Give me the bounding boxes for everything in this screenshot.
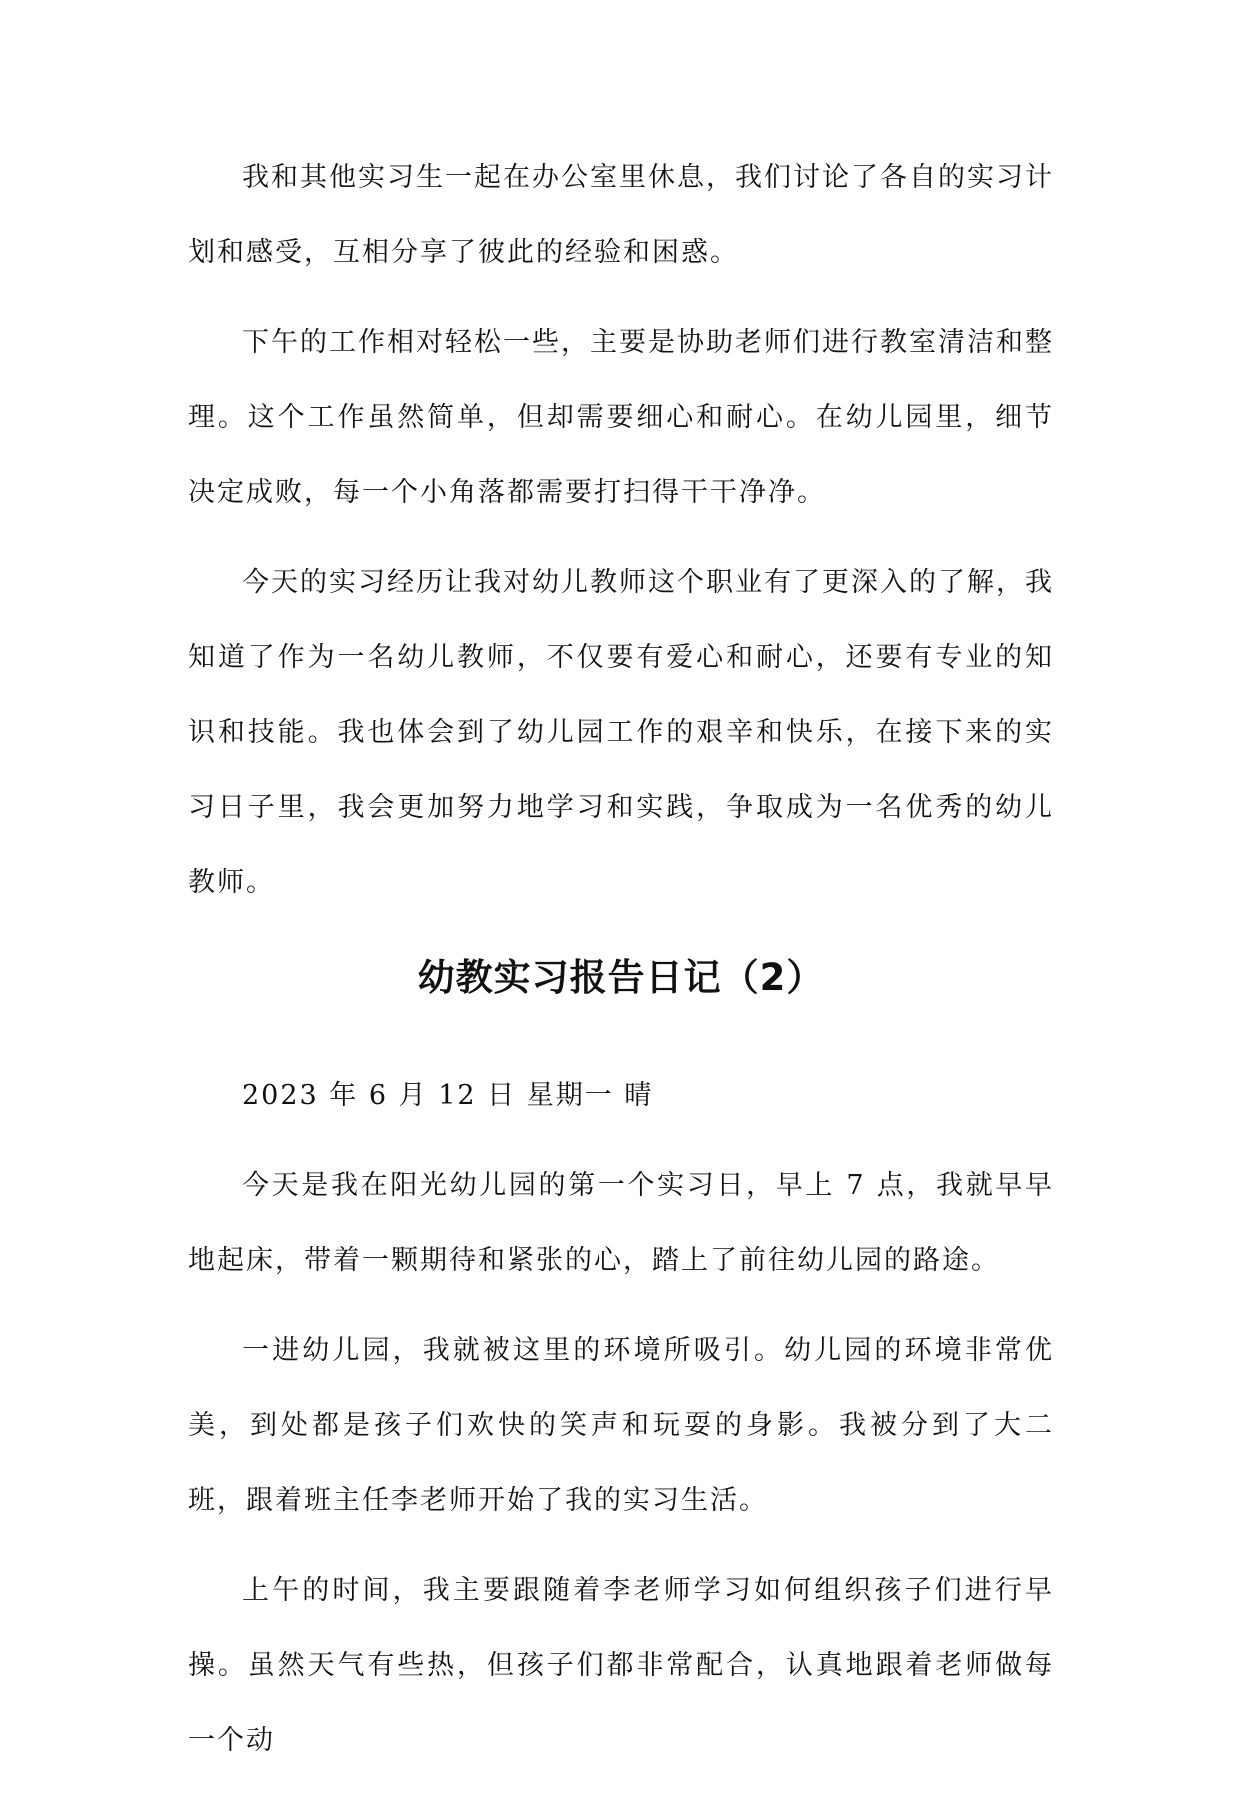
paragraph-environment: 一进幼儿园，我就被这里的环境所吸引。幼儿园的环境非常优美，到处都是孩子们欢快的笑声和玩耍的身影。我被分到了大二班，跟着班主任李老师开始了我的实习生活。 [188, 1335, 1054, 1516]
paragraph-first-day: 今天是我在阳光幼儿园的第一个实习日，早上 7 点，我就早早地起床，带着一颗期待和紧张的心，踏上了前往幼儿园的路途。 [188, 1170, 1054, 1276]
paragraph-rest-discussion: 我和其他实习生一起在办公室里休息，我们讨论了各自的实习计划和感受，互相分享了彼此的经验和困惑。 [188, 162, 1054, 268]
paragraph-morning-exercise: 上午的时间，我主要跟随着李老师学习如何组织孩子们进行早操。虽然天气有些热，但孩子们都非常配合，认真地跟着老师做每一个动 [188, 1575, 1054, 1756]
paragraph-afternoon-work: 下午的工作相对轻松一些，主要是协助老师们进行教室清洁和整理。这个工作虽然简单，但却需要细心和耐心。在幼儿园里，细节决定成败，每一个小角落都需要打扫得干干净净。 [188, 327, 1054, 508]
date-line: 2023 年 6 月 12 日 星期一 晴 [242, 1080, 654, 1111]
paragraph-reflection: 今天的实习经历让我对幼儿教师这个职业有了更深入的了解，我知道了作为一名幼儿教师，不仅要有爱心和耐心，还要有专业的知识和技能。我也体会到了幼儿园工作的艰辛和快乐，在接下来的实习日子里，我会更加努力地学习和实践，争取成为一名优秀的幼儿教师。 [188, 567, 1054, 898]
section-title: 幼教实习报告日记（2） [417, 956, 825, 999]
document-body [188, 140, 1054, 1793]
